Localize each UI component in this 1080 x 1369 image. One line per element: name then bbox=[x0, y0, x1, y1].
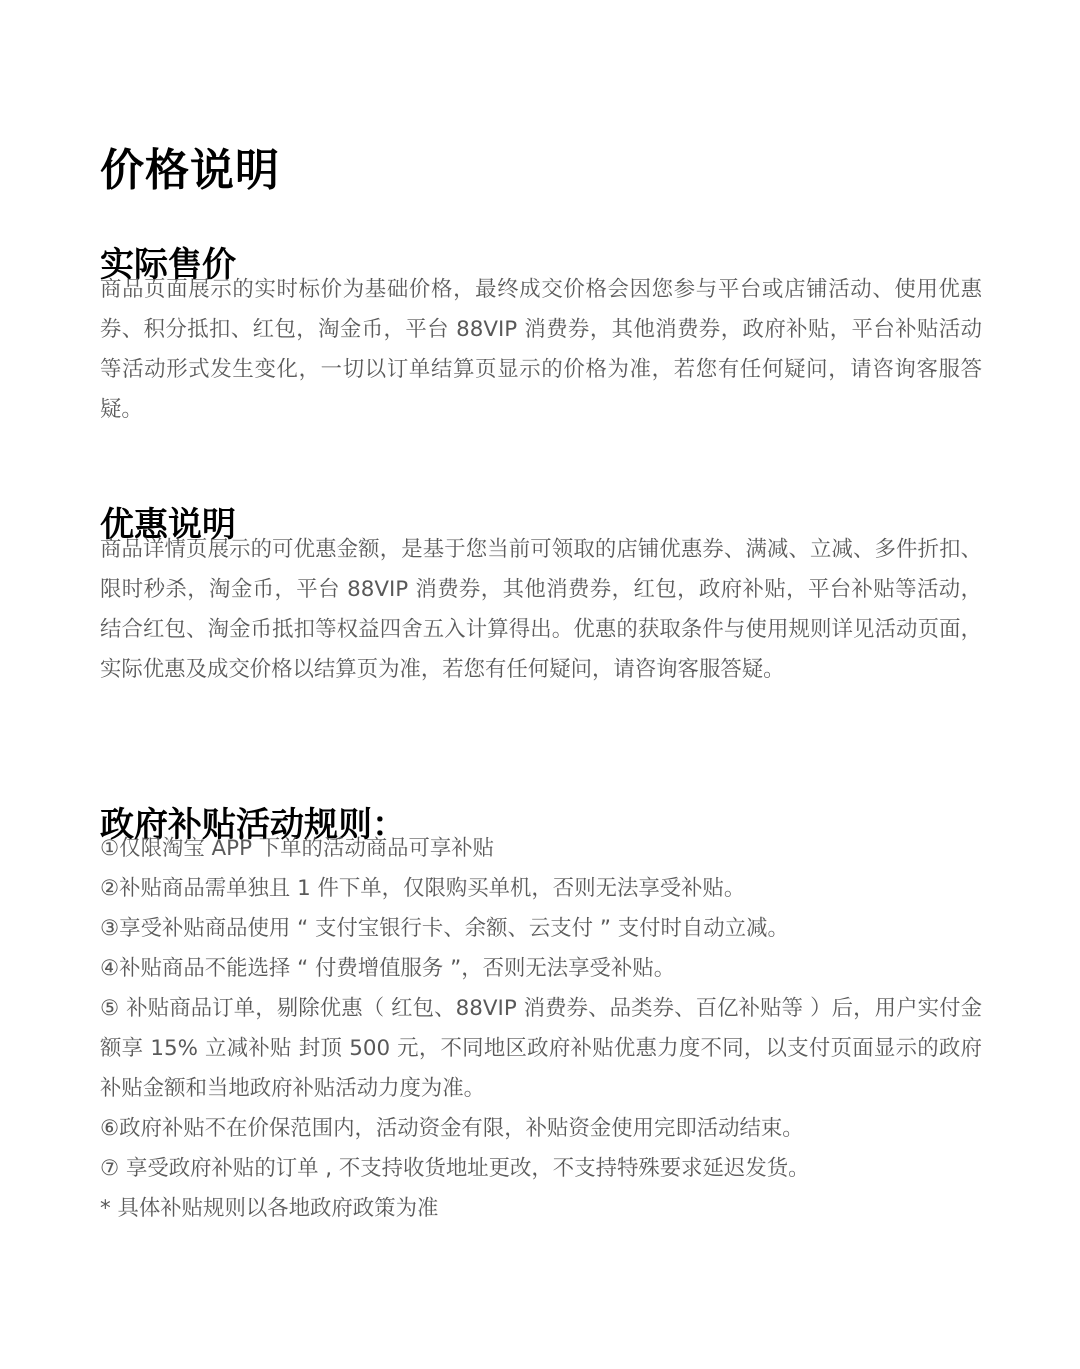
rule-note: * 具体补贴规则以各地政府政策为准 bbox=[100, 1196, 439, 1221]
rule-item: ③享受补贴商品使用 “ 支付宝银行卡、余额、云支付 ” 支付时自动立减。 bbox=[100, 916, 789, 941]
rule-item: ⑤ 补贴商品订单，剔除优惠（ 红包、88VIP 消费券、品类券、百亿补贴等 ）后，用户实付金额享 15% 立减补贴 封顶 500 元，不同地区政府补贴优惠力度不同，以支付页面显示的政府补贴金额和当地政府补贴活动力度为准。 bbox=[100, 996, 982, 1101]
page-title: 价格说明 bbox=[100, 145, 280, 197]
rule-item: ⑥政府补贴不在价保范围内，活动资金有限，补贴资金使用完即活动结束。 bbox=[100, 1116, 804, 1141]
section-title-actual-price: 实际售价 bbox=[100, 245, 236, 286]
section-body-discount: 商品详情页展示的可优惠金额，是基于您当前可领取的店铺优惠券、满减、立减、多件折扣、限时秒杀，淘金币，平台 88VIP 消费券，其他消费券，红包，政府补贴，平台补贴等活动，结合红包、淘金币抵扣等权益四舍五入计算得出。优惠的获取条件与使用规则详见活动页面，实际优惠及成交价格以结算页为准，若您有任何疑问，请咨询客服答疑。 bbox=[100, 537, 982, 682]
rule-item: ⑦ 享受政府补贴的订单 , 不支持收货地址更改，不支持特殊要求延迟发货。 bbox=[100, 1156, 810, 1181]
section-title-subsidy-rules: 政府补贴活动规则： bbox=[100, 805, 406, 846]
rule-item: ④补贴商品不能选择 “ 付费增值服务 ”，否则无法享受补贴。 bbox=[100, 956, 676, 981]
section-body-actual-price: 商品页面展示的实时标价为基础价格，最终成交价格会因您参与平台或店铺活动、使用优惠券、积分抵扣、红包，淘金币，平台 88VIP 消费券，其他消费券，政府补贴，平台补贴活动等活动形式发生变化，一切以订单结算页显示的价格为准，若您有任何疑问，请咨询客服答疑。 bbox=[100, 277, 982, 422]
rule-item: ①仅限淘宝 APP 下单的活动商品可享补贴 bbox=[100, 836, 495, 861]
rule-item: ②补贴商品需单独且 1 件下单，仅限购买单机，否则无法享受补贴。 bbox=[100, 876, 746, 901]
section-title-discount: 优惠说明 bbox=[100, 505, 236, 546]
subsidy-rules-list bbox=[100, 829, 982, 1229]
